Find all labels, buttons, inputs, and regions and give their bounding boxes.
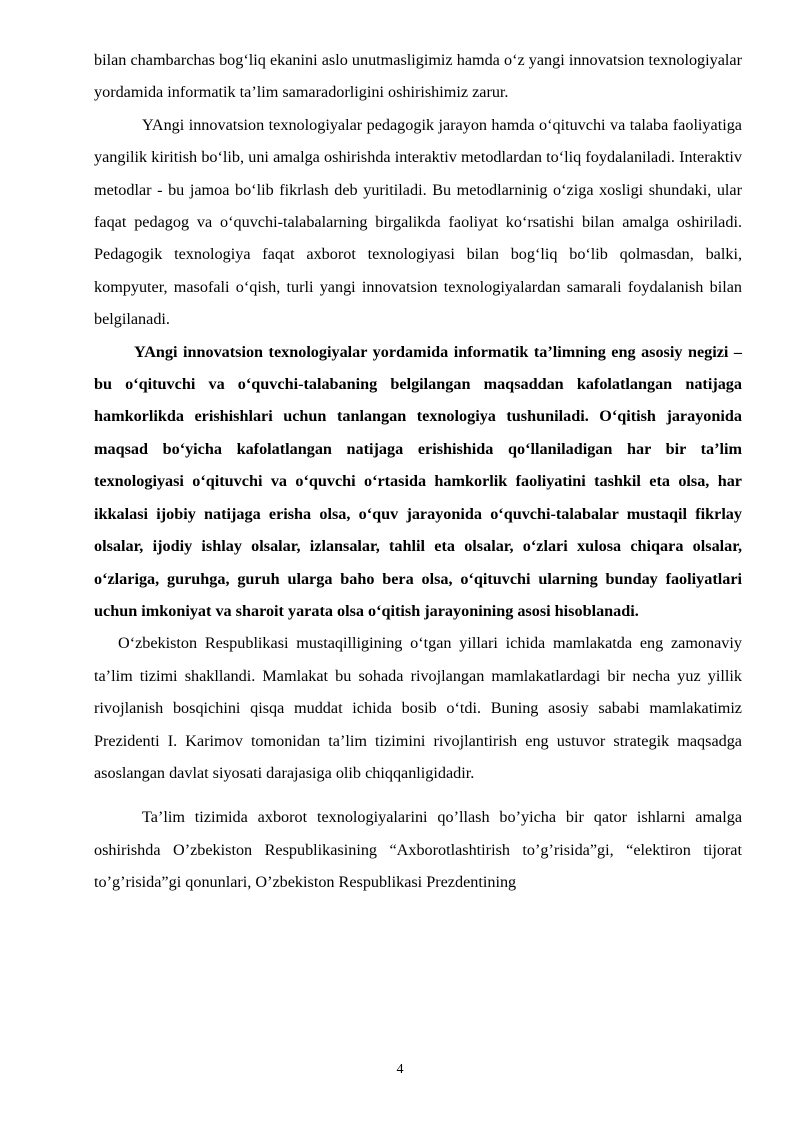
paragraph-innovative-technologies: YAngi innovatsion texnologiyalar pedagogik jarayon hamda o‘qituvchi va talaba faoliyatiga yangilik kiritish bo‘lib, uni amalga oshirishda interaktiv metodlardan to‘liq foydalaniladi. Interaktiv metodlar - bu jamoa bo‘lib fikrlash deb yuritiladi. Bu metodlarninig o‘ziga xosligi shundaki, ular faqat pedagog va o‘quvchi-talabalarning birgalikda faoliyat ko‘rsatishi bilan amalga oshiriladi. Pedagogik texnologiya faqat axborot texnologiyasi bilan bog‘liq bo‘lib qolmasdan, balki, kompyuter, masofali o‘qish, turli yangi innovatsion texnologiyalardan samarali foydalanish bilan belgilanadi.: [94, 115, 742, 329]
paragraph-it-laws: Ta’lim tizimida axborot texnologiyalarini qo’llash bo’yicha bir qator ishlarni amalga oshirishda O’zbekiston Respublikasining “Axborotlashtirish to’g’risida”gi, “elektiron tijorat to’g’risida”gi qonunlari, O’zbekiston Respublikasi Prezdentining: [94, 808, 742, 892]
paragraph-continuation: bilan chambarchas bog‘liq ekanini aslo unutmasligimiz hamda o‘z yangi innovatsion texnologiyalar yordamida informatik ta’lim samaradorligini oshirishimiz zarur.: [94, 51, 742, 102]
page-number: 4: [396, 1062, 404, 1077]
paragraph-bold-definition: YAngi innovatsion texnologiyalar yordamida informatik ta’limning eng asosiy negizi – bu o‘qituvchi va o‘quvchi-talabaning belgilangan maqsaddan kafolatlangan natijaga hamkorlikda erishishlari uchun tanlangan texnologiya tushuniladi. O‘qitish jarayonida maqsad bo‘yicha kafolatlangan natijaga erishishida qo‘llaniladigan har bir ta’lim texnologiyasi o‘qituvchi va o‘quvchi o‘rtasida hamkorlik faoliyatini tashkil eta olsa, har ikkalasi ijobiy natijaga erisha olsa, o‘quv jarayonida o‘quvchi-talabalar mustaqil fikrlay olsalar, ijodiy ishlay olsalar, izlansalar, tahlil eta olsalar, o‘zlari xulosa chiqara olsalar, o‘zlariga, guruhga, guruh ularga baho bera olsa, o‘qituvchi ularning bunday faoliyatlari uchun imkoniyat va sharoit yarata olsa o‘qitish jarayonining asosi hisoblanadi.: [94, 342, 742, 620]
paragraph-education-system: O‘zbekiston Respublikasi mustaqilligining o‘tgan yillari ichida mamlakatda eng zamonaviy ta’lim tizimi shakllandi. Mamlakat bu sohada rivojlangan mamlakatlardagi bir necha yuz yillik rivojlanish bosqichini qisqa muddat ichida bosib o‘tdi. Buning asosiy sababi mamlakatimiz Prezidenti I. Karimov tomonidan ta’lim tizimini rivojlantirish eng ustuvor strategik maqsadga asoslangan davlat siyosati darajasiga olib chiqqanligidadir.: [94, 634, 742, 782]
paragraph-spacer: [94, 789, 742, 801]
document-body: [94, 44, 742, 899]
